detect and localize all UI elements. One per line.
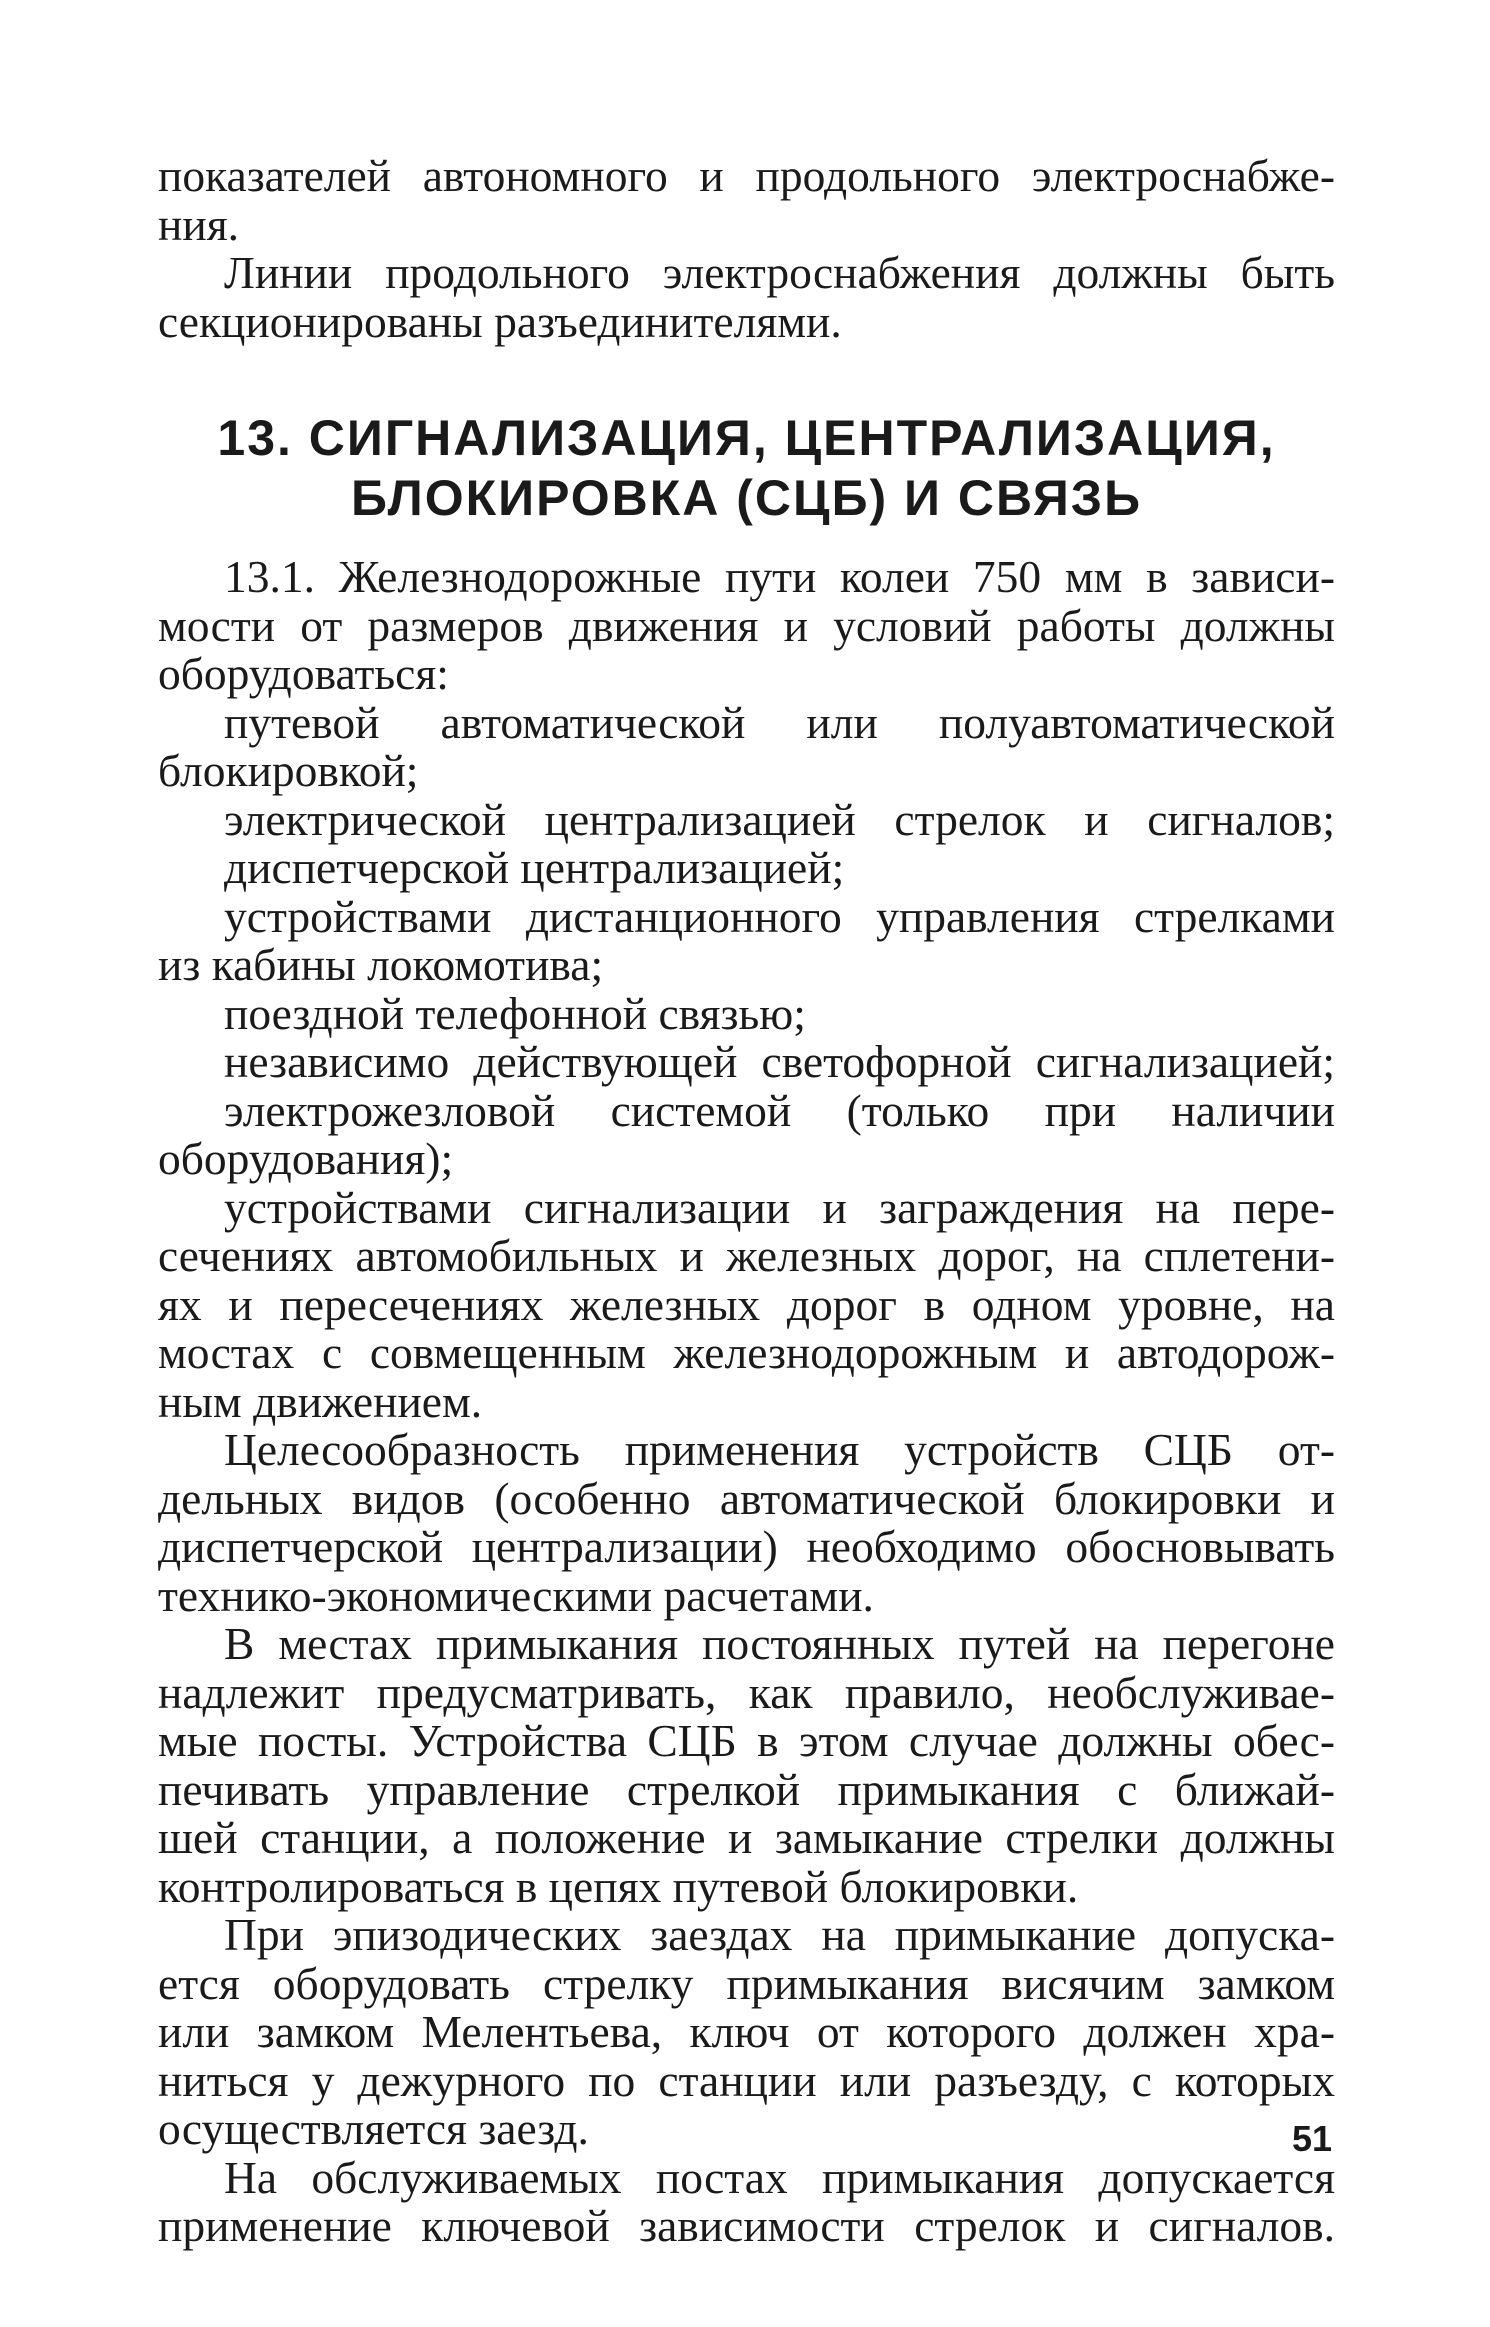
text-line: надлежит предусматривать, как правило, необслуживае-	[158, 1666, 1335, 1718]
text-line: контролироваться в цепях путевой блокировки.	[158, 1860, 1079, 1912]
list-item	[158, 987, 1335, 1039]
section-heading-line: 13. СИГНАЛИЗАЦИЯ, ЦЕНТРАЛИЗАЦИЯ,	[217, 410, 1276, 466]
text-line: независимо действующей светофорной сигнализацией;	[224, 1036, 1335, 1087]
text-line: сечениях автомобильных и железных дорог, на сплетени-	[158, 1230, 1335, 1281]
text-line: секционированы разъединителями.	[158, 295, 842, 347]
text-line: применение ключевой зависимости стрелок и сигналов.	[158, 2200, 1335, 2251]
page-number: 51	[1292, 2118, 1333, 2159]
text-line: электрической централизацией стрелок и сигналов;	[224, 793, 1335, 845]
text-line: На обслуживаемых постах примыкания допускается	[224, 2151, 1335, 2203]
list-item	[158, 890, 1335, 990]
text-line: Целесообразность применения устройств СЦБ от-	[224, 1424, 1335, 1475]
paragraph-expediency	[158, 1426, 1335, 1620]
list-item	[158, 1084, 1335, 1184]
paragraph-13-1	[158, 553, 1335, 699]
text-line: оборудования);	[158, 1133, 454, 1184]
top-text	[158, 152, 1335, 346]
paragraph-episodic-entries	[158, 1911, 1335, 2154]
text-line: путевой автоматической или полуавтоматической	[224, 696, 1335, 748]
text-line: дельных видов (особенно автоматической блокировки и	[158, 1472, 1335, 1524]
paragraph-power-supply-end	[158, 152, 1335, 249]
text-line: диспетчерской централизацией;	[224, 842, 845, 893]
list-item	[158, 793, 1335, 845]
text-line: ях и пересечениях железных дорог в одном уровне, на	[158, 1278, 1335, 1330]
paragraph-sectioning	[158, 249, 1335, 346]
paragraph-junction-posts	[158, 1620, 1335, 1911]
section-heading	[158, 408, 1335, 528]
text-line: шей станции, а положение и замыкание стрелки должны	[158, 1812, 1335, 1863]
text-line: При эпизодических заездах на примыкание допуска-	[224, 1909, 1335, 1960]
text-line: диспетчерской централизации) необходимо обосновывать	[158, 1521, 1335, 1572]
text-line: из кабины локомотива;	[158, 939, 604, 990]
list-item	[158, 1038, 1335, 1087]
text-line: мые посты. Устройства СЦБ в этом случае должны обес-	[158, 1715, 1335, 1766]
text-line: ным движением.	[158, 1375, 483, 1427]
text-line: показателей автономного и продольного электроснабже-	[158, 150, 1335, 201]
section-heading-line: БЛОКИРОВКА (СЦБ) И СВЯЗЬ	[350, 470, 1143, 526]
text-line: оборудоваться:	[158, 648, 449, 699]
text-line: осуществляется заезд.	[158, 2103, 589, 2154]
text-line: В местах примыкания постоянных путей на перегоне	[224, 1618, 1335, 1669]
text-line: устройствами сигнализации и заграждения на пере-	[224, 1181, 1335, 1233]
text-line: электрожезловой системой (только при наличии	[224, 1084, 1335, 1136]
section-body	[158, 553, 1335, 2251]
text-line: ется оборудовать стрелку примыкания висячим замком	[158, 1957, 1335, 2009]
text-line: мостах с совмещенным железнодорожным и автодорож-	[158, 1327, 1335, 1378]
text-line: ния.	[158, 198, 240, 250]
text-line: поездной телефонной связью;	[224, 987, 806, 1039]
text-line: или замком Мелентьева, ключ от которого должен хра-	[158, 2006, 1335, 2057]
text-line: Линии продольного электроснабжения должны быть	[224, 247, 1335, 298]
paragraph-key-dependency	[158, 2151, 1335, 2251]
text-line: ниться у дежурного по станции или разъезду, с которых	[158, 2054, 1335, 2106]
list-item	[158, 1181, 1335, 1427]
text-line: блокировкой;	[158, 745, 419, 796]
text-line: мости от размеров движения и условий работы должны	[158, 599, 1335, 651]
text-line: печивать управление стрелкой примыкания с ближай-	[158, 1763, 1335, 1815]
list-item	[158, 844, 1335, 893]
text-line: 13.1. Железнодорожные пути колеи 750 мм в зависи-	[224, 551, 1335, 602]
list-item	[158, 696, 1335, 796]
text-line: устройствами дистанционного управления стрелками	[224, 890, 1335, 942]
text-line: технико-экономическими расчетами.	[158, 1569, 874, 1621]
